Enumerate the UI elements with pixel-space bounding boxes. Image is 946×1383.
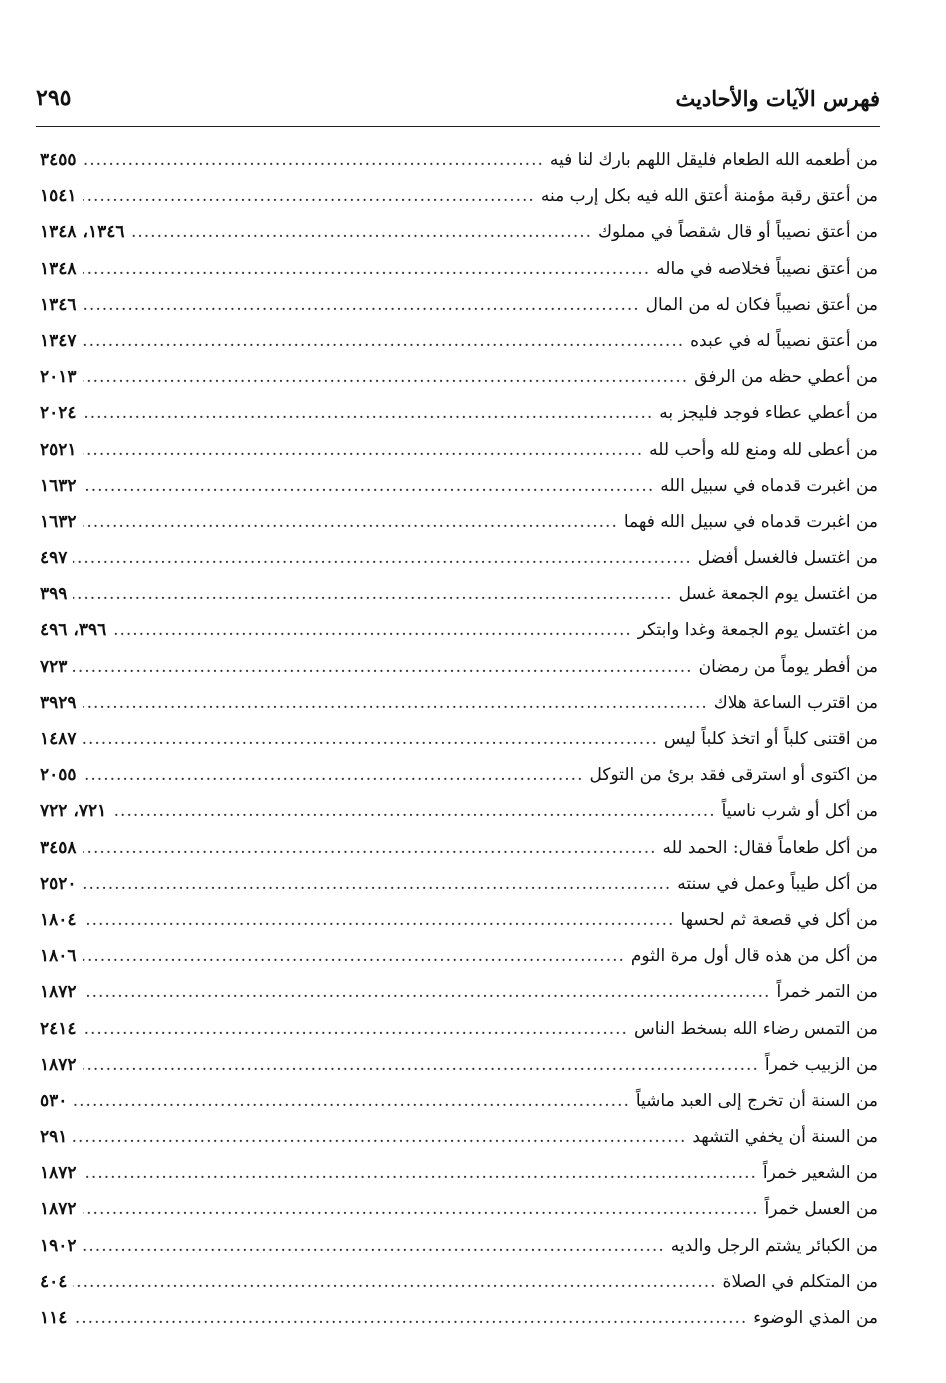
page-number: ٢٩٥ — [36, 85, 72, 111]
entry-text: من أعطي عطاء فوجد فليجز به — [659, 403, 878, 424]
leader-dots — [83, 1228, 665, 1264]
index-entry — [40, 685, 878, 721]
leader-dots — [83, 757, 584, 793]
leader-dots — [73, 649, 692, 685]
entry-text: من المذي الوضوء — [753, 1308, 878, 1328]
index-entry — [40, 612, 878, 648]
entry-text: من أكل طعاماً فقال: الحمد لله — [662, 837, 878, 858]
entry-text: من التمس رضاء الله بسخط الناس — [633, 1018, 878, 1039]
leader-dots — [112, 612, 632, 648]
entry-reference-number: ٣٩٦، ٤٩٦ — [40, 620, 107, 641]
entry-reference-number: ١٦٣٢ — [40, 511, 77, 532]
entry-text: من أعتق نصيباً فخلاصه في ماله — [656, 258, 878, 279]
index-entry — [40, 251, 878, 287]
leader-dots — [83, 359, 689, 395]
leader-dots — [112, 793, 715, 829]
entry-text: من أكل أو شرب ناسياً — [721, 801, 878, 822]
entry-reference-number: ١٣٤٦، ١٣٤٨ — [40, 222, 125, 243]
entry-reference-number: ٢٥٢١ — [40, 439, 77, 460]
entry-text: من العسل خمراً — [764, 1199, 878, 1220]
entry-reference-number: ١٨٧٢ — [40, 982, 77, 1003]
leader-dots — [73, 1119, 686, 1155]
entry-text: من التمر خمراً — [776, 982, 878, 1003]
leader-dots — [83, 178, 535, 214]
entry-reference-number: ١٣٤٦ — [40, 294, 77, 315]
entry-text: من أعطى لله ومنع لله وأحب لله — [649, 439, 878, 460]
index-entry — [40, 504, 878, 540]
index-entry — [40, 1264, 878, 1300]
entry-text: من الزبيب خمراً — [764, 1054, 878, 1075]
leader-dots — [73, 1300, 747, 1336]
entry-text: من أعطي حظه من الرفق — [694, 367, 878, 388]
entry-reference-number: ١٣٤٧ — [40, 330, 77, 351]
index-entry — [40, 1011, 878, 1047]
leader-dots — [130, 214, 592, 250]
index-entry — [40, 142, 878, 178]
entry-reference-number: ١٨٧٢ — [40, 1054, 77, 1075]
entry-reference-number: ١٥٤١ — [40, 186, 77, 207]
entry-text: من الشعير خمراً — [762, 1163, 878, 1184]
entry-reference-number: ٧٢٣ — [40, 656, 68, 677]
leader-dots — [83, 432, 644, 468]
entry-text: من أكل طيباً وعمل في سنته — [677, 873, 878, 894]
leader-dots — [83, 1155, 757, 1191]
index-entry — [40, 1155, 878, 1191]
entry-reference-number: ١٤٨٧ — [40, 729, 77, 749]
leader-dots — [83, 504, 618, 540]
index-entry — [40, 1191, 878, 1227]
entry-reference-number: ١٨٠٦ — [40, 946, 77, 967]
entry-reference-number: ٢٠٢٤ — [40, 403, 77, 424]
leader-dots — [83, 287, 640, 323]
entry-reference-number: ٢٥٢٠ — [40, 873, 77, 894]
entry-text: من أعتق نصيباً أو قال شقصاً في مملوك — [598, 222, 878, 243]
leader-dots — [83, 938, 625, 974]
leader-dots — [83, 251, 651, 287]
entry-reference-number: ٣٤٥٥ — [40, 150, 77, 170]
leader-dots — [83, 1191, 759, 1227]
entry-text: من السنة أن يخفي التشهد — [692, 1127, 878, 1148]
index-entry — [40, 1083, 878, 1119]
index-entry — [40, 902, 878, 938]
index-entry — [40, 830, 878, 866]
leader-dots — [83, 685, 708, 721]
entry-text: من اغتسل فالغسل أفضل — [697, 548, 878, 569]
entry-text: من اقترب الساعة هلاك — [713, 692, 878, 713]
index-entry — [40, 323, 878, 359]
entry-reference-number: ١١٤ — [40, 1308, 68, 1328]
entry-reference-number: ٢٩١ — [40, 1127, 68, 1148]
entry-text: من المتكلم في الصلاة — [722, 1271, 878, 1292]
index-entry — [40, 432, 878, 468]
leader-dots — [83, 468, 655, 504]
leader-dots — [83, 974, 771, 1010]
leader-dots — [73, 540, 691, 576]
header-rule — [36, 126, 880, 127]
leader-dots — [83, 721, 658, 757]
leader-dots — [83, 323, 685, 359]
entry-text: من اغتسل يوم الجمعة غسل — [678, 584, 878, 605]
index-entry — [40, 468, 878, 504]
index-entry — [40, 1047, 878, 1083]
index-entry — [40, 576, 878, 612]
entry-text: من اغتسل يوم الجمعة وغدا وابتكر — [637, 620, 878, 641]
index-entry — [40, 359, 878, 395]
entry-reference-number: ٧٢١، ٧٢٢ — [40, 801, 107, 822]
entry-text: من أطعمه الله الطعام فليقل اللهم بارك لنا فيه — [549, 150, 878, 170]
entry-reference-number: ١٨٧٢ — [40, 1163, 77, 1184]
entry-text: من السنة أن تخرج إلى العبد ماشياً — [635, 1090, 878, 1111]
leader-dots — [83, 866, 672, 902]
index-entry — [40, 287, 878, 323]
entry-reference-number: ٣٩٩ — [40, 584, 68, 605]
index-entry — [40, 974, 878, 1010]
entry-reference-number: ٤٠٤ — [40, 1271, 68, 1292]
entry-reference-number: ٣٤٥٨ — [40, 837, 77, 858]
page-header — [36, 78, 880, 118]
entry-text: من أفطر يوماً من رمضان — [698, 656, 878, 677]
index-entries — [40, 142, 878, 1336]
leader-dots — [73, 1083, 629, 1119]
entry-reference-number: ١٨٧٢ — [40, 1199, 77, 1220]
entry-reference-number: ٢٤١٤ — [40, 1018, 77, 1039]
entry-reference-number: ٤٩٧ — [40, 548, 68, 569]
entry-reference-number: ١٩٠٢ — [40, 1235, 77, 1256]
index-entry — [40, 649, 878, 685]
index-entry — [40, 793, 878, 829]
entry-text: من أعتق نصيباً له في عبده — [690, 330, 878, 351]
header-title: فهرس الآيات والأحاديث — [675, 85, 880, 111]
entry-reference-number: ٢٠٥٥ — [40, 765, 77, 786]
entry-reference-number: ١٨٠٤ — [40, 909, 77, 930]
leader-dots — [83, 830, 657, 866]
leader-dots — [83, 1011, 628, 1047]
leader-dots — [83, 395, 654, 431]
index-entry — [40, 540, 878, 576]
entry-reference-number: ٣٩٢٩ — [40, 692, 77, 713]
entry-text: من أعتق نصيباً فكان له من المال — [645, 294, 878, 315]
entry-text: من اكتوى أو استرقى فقد برئ من التوكل — [589, 765, 878, 786]
entry-text: من أعتق رقبة مؤمنة أعتق الله فيه بكل إرب منه — [540, 186, 878, 207]
entry-reference-number: ١٣٤٨ — [40, 258, 77, 279]
entry-text: من أكل في قصعة ثم لحسها — [680, 909, 878, 930]
index-entry — [40, 1119, 878, 1155]
leader-dots — [83, 902, 675, 938]
index-entry — [40, 395, 878, 431]
entry-text: من اغبرت قدماه في سبيل الله — [660, 475, 878, 496]
entry-text: من الكبائر يشتم الرجل والديه — [670, 1235, 878, 1256]
index-entry — [40, 721, 878, 757]
index-entry — [40, 938, 878, 974]
leader-dots — [73, 576, 672, 612]
entry-reference-number: ١٦٣٢ — [40, 475, 77, 496]
leader-dots — [83, 142, 544, 178]
index-entry — [40, 1300, 878, 1336]
leader-dots — [83, 1047, 759, 1083]
index-entry — [40, 757, 878, 793]
index-entry — [40, 866, 878, 902]
index-entry — [40, 178, 878, 214]
entry-text: من أكل من هذه قال أول مرة الثوم — [630, 946, 878, 967]
entry-reference-number: ٢٠١٣ — [40, 367, 77, 388]
entry-reference-number: ٥٣٠ — [40, 1090, 68, 1111]
entry-text: من اقتنى كلباً أو اتخذ كلباً ليس — [663, 729, 878, 749]
leader-dots — [73, 1264, 716, 1300]
index-entry — [40, 1228, 878, 1264]
index-entry — [40, 214, 878, 250]
entry-text: من اغبرت قدماه في سبيل الله فهما — [623, 511, 878, 532]
